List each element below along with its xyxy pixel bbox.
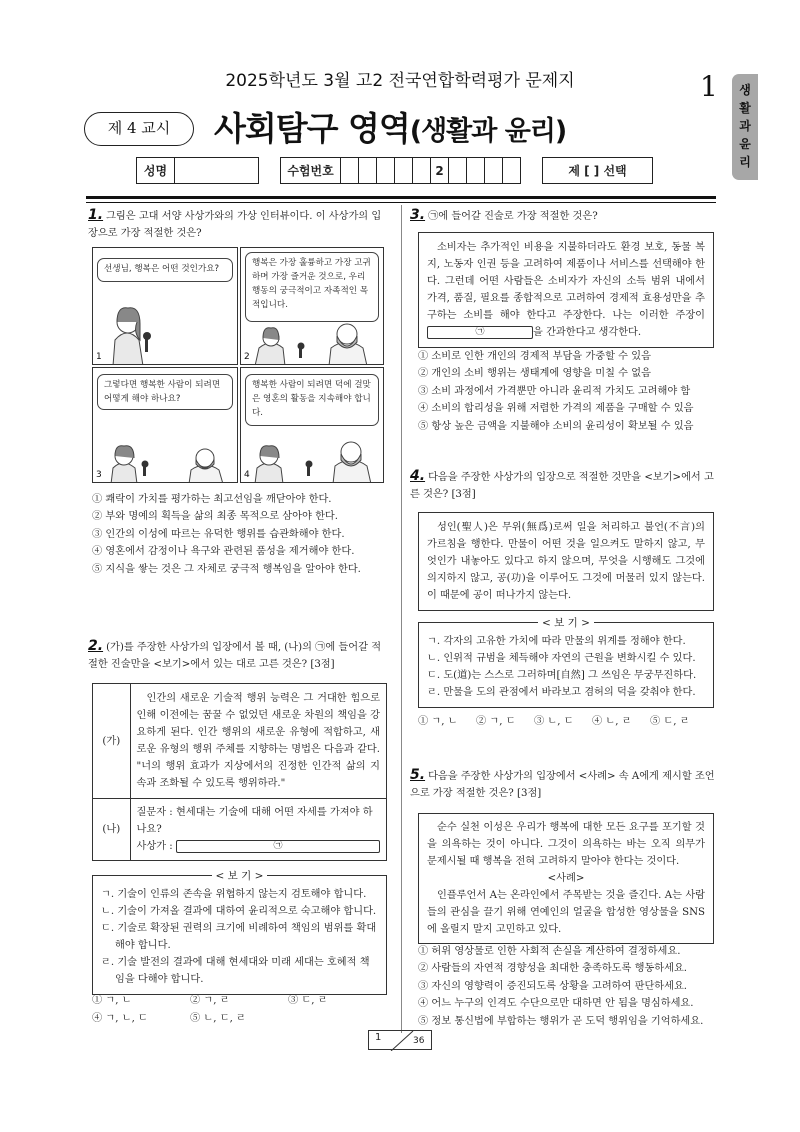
q4-bogi-box	[418, 617, 714, 708]
answer-option[interactable]: ⑤ ㄴ, ㄷ, ㄹ	[190, 1013, 246, 1024]
subject-title	[214, 103, 566, 150]
philosopher-figure	[241, 248, 384, 365]
exam-no-cell[interactable]	[413, 158, 431, 184]
header-rule-thin	[86, 202, 716, 203]
answer-option[interactable]: ① 쾌락이 가치를 평가하는 최고선임을 깨닫아야 한다.	[92, 494, 332, 505]
comic-panel-4	[240, 367, 384, 483]
answer-option[interactable]: ④ 어느 누구의 인격도 수단으로만 대하면 안 됨을 명심하세요.	[418, 998, 694, 1010]
question-number: 1.	[88, 207, 104, 223]
left-column	[88, 207, 388, 242]
comic-panel-3	[92, 367, 238, 483]
subject-side-tab	[732, 74, 758, 180]
student-info-table	[136, 157, 653, 184]
na-label: (나)	[93, 799, 131, 861]
passage-text: 소비자는 추가적인 비용을 지불하더라도 환경 보호, 동물 복지, 노동자 인권 등을 고려하여 제품이나 서비스를 선택해야 한다. 그런데 어떤 사람들은 소비자가 자신의 소득 범위 내에서 가격, 품질, 필요를 종합적으로 고려하여 경제적 효용성만을 추구하는 소비를 해야 한다고 주장한다. 나는 이러한 주장이	[427, 242, 705, 321]
exam-no-cell[interactable]	[485, 158, 503, 184]
column-separator	[401, 205, 402, 1033]
subject-sub: (생활과 윤리)	[409, 116, 567, 147]
bogi-item: ㄹ. 기술 발전의 결과에 대해 현세대와 미래 세대는 호혜적 책임을 다해야 합니다.	[101, 957, 370, 985]
interview-comic	[92, 247, 384, 483]
question-text: (가)를 주장한 사상가의 입장에서 볼 때, (나)의 ㉠에 들어갈 적절한 진술만을 <보기>에서 있는 대로 고른 것은? [3점]	[88, 642, 382, 670]
bogi-item: ㄴ. 기술이 가져올 결과에 대하여 윤리적으로 숙고해야 합니다.	[101, 906, 377, 917]
exam-header	[0, 0, 800, 190]
q1-options	[92, 491, 392, 578]
exam-no-label: 수험번호	[281, 158, 341, 184]
page-total: 36	[413, 1036, 425, 1046]
answer-option[interactable]: ① 허위 영상물로 인한 사회적 손실을 계산하여 결정하세요.	[418, 946, 681, 957]
answer-option[interactable]: ② 개인의 소비 행위는 생태계에 영향을 미칠 수 없음	[418, 368, 651, 380]
question-1	[88, 207, 388, 242]
page-counter	[368, 1030, 432, 1050]
case-title: <사례>	[547, 873, 585, 884]
question-text: 다음을 주장한 사상가의 입장에서 <사례> 속 A에게 제시할 조언으로 가장 적절한 것은? [3점]	[410, 771, 715, 799]
q3-passage-box	[418, 232, 714, 348]
question-text: 다음을 주장한 사상가의 입장으로 적절한 것만을 <보기>에서 고른 것은? [3점]	[410, 472, 714, 500]
passage-text: 순수 실천 이성은 우리가 행복에 대한 모든 요구를 포기할 것을 의욕하는 것이 아니다. 그것이 의욕하는 바는 오직 의무가 문제시될 때 행복을 전혀 고려하지 말아야 한다는 것이다.	[427, 822, 705, 867]
answer-option[interactable]: ① ㄱ, ㄴ	[418, 716, 458, 727]
answer-option[interactable]: ④ 소비의 합리성을 위해 저렴한 가격의 제품을 구매할 수 있음	[418, 403, 694, 415]
answer-option[interactable]: ② ㄱ, ㄷ	[476, 716, 516, 727]
dialogue-figures	[241, 368, 384, 483]
page-number: 1	[700, 70, 718, 103]
answer-option[interactable]: ⑤ ㄷ, ㄹ	[650, 716, 690, 727]
question-5	[410, 767, 715, 802]
answer-option[interactable]: ④ 영혼에서 감정이나 욕구와 관련된 품성을 제거해야 한다.	[92, 546, 355, 558]
answer-option[interactable]: ② 사람들의 자연적 경향성을 최대한 충족하도록 행동하세요.	[418, 963, 688, 975]
exam-no-cell[interactable]	[395, 158, 413, 184]
q2-passage-table	[92, 683, 387, 861]
panel-number: 2	[244, 352, 250, 362]
answer-option[interactable]: ① 소비로 인한 개인의 경제적 부담을 가중할 수 있음	[418, 351, 651, 362]
dialogue-figures	[93, 368, 238, 483]
q2-bogi-box	[92, 870, 387, 995]
bogi-item: ㄷ. 기술로 확장된 권력의 크기에 비례하여 책임의 범위를 확대해야 합니다.	[101, 923, 377, 951]
question-number: 2.	[88, 638, 104, 654]
answer-option[interactable]: ② 부와 명예의 획득을 삶의 최종 목적으로 삼아야 한다.	[92, 511, 338, 523]
bogi-title: < 보 기 >	[212, 870, 268, 882]
bogi-title: < 보 기 >	[538, 617, 594, 629]
answer-option[interactable]: ② ㄱ, ㄹ	[190, 995, 230, 1006]
interviewer-figure	[93, 248, 238, 365]
question-3	[410, 207, 715, 225]
bogi-item: ㄹ. 만물을 도의 관점에서 바라보고 겸허의 덕을 갖춰야 한다.	[427, 687, 696, 698]
q4-options	[418, 713, 718, 731]
exam-no-digit: 2	[431, 158, 449, 184]
q3-options	[418, 348, 718, 435]
blank-marker: ㉠	[427, 326, 533, 339]
answer-option[interactable]: ⑤ 항상 높은 금액을 지불해야 소비의 윤리성이 확보될 수 있음	[418, 420, 694, 432]
q4-passage-box: 성인(聖人)은 무위(無爲)로써 일을 처리하고 불언(不言)의 가르침을 행한다. 만물이 어떤 것을 일으켜도 말하지 않고, 무엇인가 내놓아도 있다고 하지 않으며, 무엇을 시행해도 그것에 의지하지 않고, 공(功)을 이루어도 그것에 머물러 있지 않는다. 이 때문에 공이 떠나가지 않는다.	[418, 512, 714, 611]
name-label: 성명	[137, 158, 175, 184]
passage-tail: 을 간과한다고 생각한다.	[533, 327, 642, 338]
subject-main: 사회탐구 영역	[214, 109, 410, 148]
header-rule	[86, 196, 716, 199]
panel-number: 1	[96, 352, 102, 362]
panel-number: 4	[244, 470, 250, 480]
answer-option[interactable]: ③ 자신의 영향력이 증진되도록 상황을 고려하여 판단하세요.	[418, 980, 688, 992]
answer-option[interactable]: ④ ㄱ, ㄴ, ㄷ	[92, 1013, 148, 1024]
question-2	[88, 638, 388, 673]
bogi-item: ㄱ. 기술이 인류의 존속을 위협하지 않는지 검토해야 합니다.	[101, 889, 367, 900]
answer-option[interactable]: ⑤ 정보 통신법에 부합하는 행위가 곧 도덕 행위임을 기억하세요.	[418, 1015, 704, 1027]
speech-bubble: 그렇다면 행복한 사람이 되려면 어떻게 해야 하나요?	[97, 374, 233, 410]
comic-panel-1	[92, 247, 238, 365]
name-field[interactable]	[175, 158, 259, 184]
answer-option[interactable]: ③ ㄷ, ㄹ	[288, 995, 328, 1006]
answer-option[interactable]: ③ 인간의 이성에 따르는 유덕한 행위를 습관화해야 한다.	[92, 528, 345, 540]
page-current: 1	[375, 1032, 382, 1043]
question-text: 그림은 고대 서양 사상가와의 가상 인터뷰이다. 이 사상가의 입장으로 가장 적절한 것은?	[88, 211, 382, 239]
answer-option[interactable]: ⑤ 지식을 쌓는 것은 그 자체로 궁극적 행복임을 알아야 한다.	[92, 563, 361, 575]
exam-title: 2025학년도 3월 고2 전국연합학력평가 문제지	[225, 71, 575, 91]
bogi-item: ㄷ. 도(道)는 스스로 그러하며[自然] 그 쓰임은 무궁무진하다.	[427, 670, 697, 681]
session-badge: 제 4 교시	[84, 112, 194, 146]
question-text: ㉠에 들어갈 진술로 가장 적절한 것은?	[428, 211, 598, 222]
ga-label: (가)	[93, 684, 131, 799]
panel-number: 3	[96, 470, 102, 480]
q2-options	[92, 992, 392, 1028]
question-4	[410, 468, 715, 503]
question-number: 5.	[410, 767, 426, 783]
speech-bubble: 선생님, 행복은 어떤 것인가요?	[97, 258, 233, 282]
speech-bubble: 행복한 사람이 되려면 덕에 걸맞은 영혼의 활동을 지속해야 합니다.	[245, 374, 379, 426]
q5-passage-box	[418, 813, 714, 944]
bogi-item: ㄱ. 각자의 고유한 가치에 따라 만물의 위계를 정해야 한다.	[427, 636, 686, 647]
speech-bubble: 행복은 가장 훌륭하고 가장 고귀하며 가장 즐거운 것으로, 우리 행동의 궁극적이고 자족적인 목적입니다.	[245, 252, 379, 322]
answer-option[interactable]: ① ㄱ, ㄴ	[92, 995, 132, 1006]
exam-no-cell[interactable]	[503, 158, 521, 184]
na-dialogue	[130, 799, 386, 861]
q5-options	[418, 943, 718, 1030]
comic-panel-2	[240, 247, 384, 365]
bogi-item: ㄴ. 인위적 규범을 체득해야 자연의 근원을 변화시킬 수 있다.	[427, 653, 696, 664]
answer-option[interactable]: ④ ㄴ, ㄹ	[592, 716, 632, 727]
na-answer-label: 사상가 :	[136, 841, 173, 852]
answer-option[interactable]: ③ 소비 과정에서 가격뿐만 아니라 윤리적 가치도 고려해야 함	[418, 385, 691, 397]
side-tab-label: 생활과 윤리	[739, 83, 751, 169]
exam-no-cell[interactable]	[467, 158, 485, 184]
exam-no-cell[interactable]	[449, 158, 467, 184]
question-number: 3.	[410, 207, 426, 223]
blank-marker: ㉠	[176, 840, 380, 853]
exam-no-cell[interactable]	[359, 158, 377, 184]
case-text: 인플루언서 A는 온라인에서 주목받는 것을 즐긴다. A는 사람들의 관심을 끌기 위해 연예인의 얼굴을 합성한 영상물을 SNS에 올릴지 말지 고민하고 있다.	[427, 890, 705, 935]
exam-no-cell[interactable]	[377, 158, 395, 184]
na-question: 질문자 : 현세대는 기술에 대해 어떤 자세를 가져야 하나요?	[136, 807, 373, 835]
ga-text: 인간의 새로운 기술적 행위 능력은 그 거대한 힘으로 인해 이전에는 꿈꿀 수 없었던 새로운 차원의 책임을 강요하게 된다. 인간 행위의 새로운 유형에 적합하고, 새로운 유형의 행위 주체를 지향하는 명법은 다음과 같다. "너의 행위 효과가 지상에서의 진정한 인간적 삶의 지속과 조화될 수 있도록 행위하라."	[130, 684, 386, 799]
exam-no-cell[interactable]	[341, 158, 359, 184]
answer-option[interactable]: ③ ㄴ, ㄷ	[534, 716, 574, 727]
question-number: 4.	[410, 468, 426, 484]
choice-label: 제 [ ] 선택	[543, 158, 653, 184]
